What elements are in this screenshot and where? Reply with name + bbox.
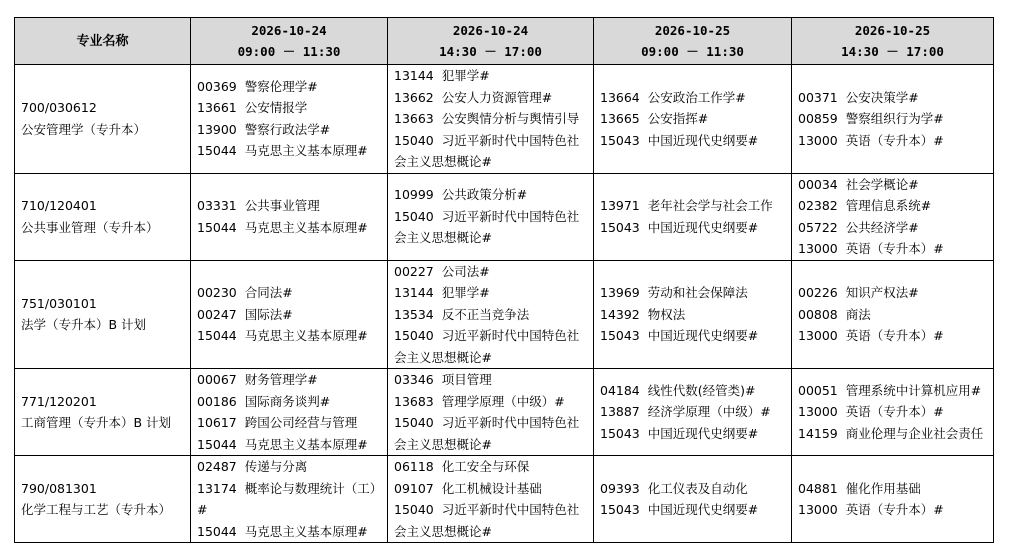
course-entry — [798, 423, 989, 445]
slot-cell — [594, 456, 792, 543]
course-entry — [394, 206, 589, 249]
course-code: 00067 — [197, 372, 237, 387]
course-name: 习近平新时代中国特色社会主义思想概论# — [394, 328, 580, 365]
slot-cell — [594, 260, 792, 369]
course-name: 化工安全与环保 — [441, 459, 530, 474]
course-code: 15043 — [600, 425, 640, 441]
course-entry — [798, 174, 989, 196]
course-code: 15044 — [197, 436, 237, 452]
slot-header-3 — [594, 18, 792, 65]
major-code: 700/030612 — [21, 100, 97, 116]
slot-date: 2026-10-25 — [854, 23, 931, 38]
course-name: 中国近现代史纲要# — [647, 328, 759, 343]
course-code: 13683 — [394, 393, 434, 409]
course-name: 国际法# — [244, 306, 293, 322]
course-entry — [600, 304, 787, 326]
course-name: 马克思主义基本原理# — [244, 143, 368, 159]
course-name: 社会学概论# — [845, 176, 919, 192]
course-entry — [197, 521, 383, 543]
course-code: 00371 — [798, 89, 838, 105]
course-entry — [798, 401, 989, 423]
course-entry — [394, 261, 589, 283]
course-name: 中国近现代史纲要# — [647, 502, 759, 517]
course-code: 00051 — [798, 382, 838, 398]
course-code: 09393 — [600, 480, 640, 496]
course-code: 13900 — [197, 121, 237, 137]
course-entry — [197, 434, 383, 456]
course-entry — [394, 184, 589, 206]
course-name: 老年社会学与社会工作 — [647, 198, 773, 213]
course-name: 警察行政法学# — [244, 121, 331, 137]
course-entry — [600, 130, 787, 152]
course-entry — [600, 380, 787, 402]
slot-date: 2026-10-24 — [452, 23, 529, 38]
course-entry — [600, 108, 787, 130]
course-name: 马克思主义基本原理# — [244, 436, 368, 452]
slot-cell — [594, 173, 792, 260]
course-entry — [394, 108, 589, 130]
major-code: 751/030101 — [21, 295, 97, 311]
course-entry — [798, 217, 989, 239]
table-row — [15, 369, 994, 456]
course-code: 00808 — [798, 306, 838, 322]
course-name: 习近平新时代中国特色社会主义思想概论# — [394, 415, 580, 452]
slot-cell — [594, 65, 792, 174]
course-entry — [394, 391, 589, 413]
course-entry — [197, 76, 383, 98]
course-entry — [600, 87, 787, 109]
course-name: 公安情报学 — [244, 100, 308, 116]
course-name: 英语（专升本）# — [845, 328, 944, 343]
course-entry — [394, 478, 589, 500]
course-name: 物权法 — [647, 306, 686, 322]
course-name: 马克思主义基本原理# — [244, 328, 368, 343]
course-entry — [394, 304, 589, 326]
course-code: 00369 — [197, 78, 237, 94]
course-code: 00226 — [798, 285, 838, 300]
major-name: 法学（专升本）B 计划 — [21, 317, 147, 333]
course-name: 习近平新时代中国特色社会主义思想概论# — [394, 208, 580, 246]
course-code: 15044 — [197, 328, 237, 343]
slot-cell — [191, 65, 388, 174]
slot-cell — [388, 369, 594, 456]
course-code: 13144 — [394, 68, 434, 83]
slot-cell — [792, 65, 994, 174]
course-code: 06118 — [394, 459, 434, 474]
course-name: 公司法# — [441, 263, 490, 279]
course-name: 公共经济学# — [845, 219, 919, 235]
course-entry — [197, 391, 383, 413]
course-code: 03331 — [197, 198, 237, 213]
slot-cell — [388, 173, 594, 260]
course-code: 15040 — [394, 132, 434, 148]
course-code: 15040 — [394, 208, 434, 224]
major-cell — [15, 456, 191, 543]
course-code: 13887 — [600, 404, 640, 420]
course-entry — [798, 195, 989, 217]
course-code: 13971 — [600, 198, 640, 213]
course-name: 化工机械设计基础 — [441, 480, 542, 496]
course-entry — [798, 304, 989, 326]
course-code: 13665 — [600, 111, 640, 126]
major-cell — [15, 173, 191, 260]
course-name: 公共事业管理 — [244, 198, 320, 213]
course-code: 15043 — [600, 219, 640, 235]
major-cell — [15, 369, 191, 456]
course-name: 管理系统中计算机应用# — [845, 382, 982, 398]
course-code: 04881 — [798, 480, 838, 496]
course-name: 公安舆情分析与舆情引导 — [441, 111, 580, 126]
course-name: 公共政策分析# — [441, 187, 528, 203]
course-code: 10617 — [197, 415, 237, 430]
course-name: 项目管理 — [441, 372, 492, 387]
course-entry — [798, 108, 989, 130]
course-name: 化工仪表及自动化 — [647, 480, 748, 496]
course-entry — [798, 478, 989, 500]
course-name: 财务管理学# — [244, 372, 318, 387]
course-entry — [197, 195, 383, 217]
course-entry — [798, 282, 989, 304]
course-name: 商法 — [845, 306, 871, 322]
major-code: 790/081301 — [21, 480, 97, 496]
course-name: 马克思主义基本原理# — [244, 523, 368, 539]
course-name: 国际商务谈判# — [244, 393, 331, 409]
course-code: 00034 — [798, 176, 838, 192]
course-code: 13174 — [197, 480, 237, 496]
course-name: 公安指挥# — [647, 111, 709, 126]
course-name: 商业伦理与企业社会责任 — [845, 425, 984, 441]
course-name: 经济学原理（中级）# — [647, 404, 771, 420]
slot-date: 2026-10-25 — [654, 23, 731, 38]
course-entry — [197, 369, 383, 391]
course-entry — [394, 325, 589, 368]
slot-time: 09:00 － 11:30 — [237, 44, 341, 59]
course-code: 13969 — [600, 285, 640, 300]
course-name: 中国近现代史纲要# — [647, 425, 759, 441]
course-code: 15043 — [600, 328, 640, 343]
course-entry — [600, 423, 787, 445]
course-entry — [394, 65, 589, 87]
course-entry — [197, 97, 383, 119]
course-name: 公安人力资源管理# — [441, 89, 553, 105]
course-code: 02487 — [197, 459, 237, 474]
course-code: 13000 — [798, 502, 838, 517]
course-name: 警察伦理学# — [244, 78, 318, 94]
course-code: 13000 — [798, 132, 838, 148]
course-code: 15044 — [197, 523, 237, 539]
slot-cell — [792, 456, 994, 543]
major-column-header: 专业名称 — [15, 18, 191, 65]
course-entry — [197, 217, 383, 239]
course-entry — [600, 195, 787, 217]
course-entry — [197, 412, 383, 434]
slot-cell — [388, 65, 594, 174]
slot-header-2 — [388, 18, 594, 65]
course-code: 03346 — [394, 372, 434, 387]
course-code: 14392 — [600, 306, 640, 322]
slot-cell — [792, 173, 994, 260]
course-entry — [798, 87, 989, 109]
course-entry — [798, 499, 989, 521]
course-name: 中国近现代史纲要# — [647, 219, 759, 235]
major-code: 771/120201 — [21, 393, 97, 409]
course-code: 13663 — [394, 111, 434, 126]
course-name: 跨国公司经营与管理 — [244, 415, 358, 430]
course-entry — [394, 456, 589, 478]
course-code: 10999 — [394, 187, 434, 203]
slot-header-4 — [792, 18, 994, 65]
course-name: 反不正当竞争法 — [441, 306, 530, 322]
slot-time: 09:00 － 11:30 — [641, 44, 744, 59]
course-code: 13000 — [798, 404, 838, 420]
course-code: 15044 — [197, 143, 237, 159]
course-code: 13664 — [600, 89, 640, 105]
course-code: 13534 — [394, 306, 434, 322]
course-code: 15044 — [197, 219, 237, 235]
course-code: 09107 — [394, 480, 434, 496]
course-code: 00186 — [197, 393, 237, 409]
course-name: 英语（专升本）# — [845, 241, 944, 256]
course-name: 管理学原理（中级）# — [441, 393, 565, 409]
course-name: 中国近现代史纲要# — [647, 132, 759, 148]
course-entry — [600, 217, 787, 239]
slot-cell — [388, 260, 594, 369]
slot-time: 14:30 － 17:00 — [439, 44, 542, 59]
course-entry — [394, 130, 589, 173]
course-name: 概率论与数理统计（工）# — [197, 480, 383, 517]
course-name: 知识产权法# — [845, 285, 919, 300]
slot-time: 14:30 － 17:00 — [841, 44, 944, 59]
course-entry — [197, 282, 383, 304]
course-entry — [394, 369, 589, 391]
course-name: 习近平新时代中国特色社会主义思想概论# — [394, 502, 580, 539]
course-name: 传递与分离 — [244, 459, 308, 474]
course-entry — [197, 325, 383, 347]
course-entry — [197, 478, 383, 521]
course-entry — [600, 282, 787, 304]
course-name: 犯罪学# — [441, 68, 490, 83]
slot-cell — [191, 369, 388, 456]
major-cell — [15, 260, 191, 369]
course-entry — [600, 325, 787, 347]
course-entry — [600, 401, 787, 423]
course-code: 00859 — [798, 111, 838, 126]
major-cell — [15, 65, 191, 174]
slot-cell — [792, 369, 994, 456]
course-code: 13000 — [798, 241, 838, 256]
slot-cell — [191, 260, 388, 369]
course-code: 00230 — [197, 285, 237, 300]
table-row — [15, 173, 994, 260]
slot-cell — [191, 173, 388, 260]
major-name: 公安管理学（专升本） — [21, 121, 147, 137]
course-name: 合同法# — [244, 285, 293, 300]
course-name: 公安决策学# — [845, 89, 919, 105]
course-entry — [798, 130, 989, 152]
major-name: 公共事业管理（专升本） — [21, 219, 159, 235]
course-name: 习近平新时代中国特色社会主义思想概论# — [394, 132, 580, 169]
exam-schedule-table — [14, 17, 994, 543]
course-name: 英语（专升本）# — [845, 132, 944, 148]
course-name: 催化作用基础 — [845, 480, 921, 496]
header-row — [15, 18, 994, 65]
slot-cell — [594, 369, 792, 456]
slot-date: 2026-10-24 — [251, 23, 327, 38]
course-code: 00227 — [394, 263, 434, 279]
course-entry — [798, 325, 989, 347]
table-row — [15, 260, 994, 369]
course-code: 13000 — [798, 328, 838, 343]
course-code: 13662 — [394, 89, 434, 105]
course-code: 15040 — [394, 328, 434, 343]
course-entry — [197, 456, 383, 478]
course-code: 13661 — [197, 100, 237, 116]
course-code: 05722 — [798, 219, 838, 235]
slot-header-1 — [191, 18, 388, 65]
course-code: 02382 — [798, 198, 838, 213]
course-name: 劳动和社会保障法 — [647, 285, 748, 300]
slot-cell — [191, 456, 388, 543]
course-entry — [394, 499, 589, 542]
course-entry — [600, 478, 787, 500]
course-name: 线性代数(经管类)# — [647, 382, 756, 398]
course-code: 14159 — [798, 425, 838, 441]
course-entry — [798, 238, 989, 260]
course-name: 英语（专升本）# — [845, 404, 944, 420]
course-entry — [394, 412, 589, 455]
course-entry — [394, 87, 589, 109]
course-name: 警察组织行为学# — [845, 111, 944, 126]
course-code: 15043 — [600, 132, 640, 148]
course-name: 公安政治工作学# — [647, 89, 746, 105]
major-code: 710/120401 — [21, 198, 97, 213]
table-row — [15, 456, 994, 543]
major-name: 工商管理（专升本）B 计划 — [21, 415, 172, 430]
course-entry — [394, 282, 589, 304]
course-name: 英语（专升本）# — [845, 502, 944, 517]
table-row — [15, 65, 994, 174]
course-entry — [197, 304, 383, 326]
course-entry — [197, 119, 383, 141]
course-code: 13144 — [394, 285, 434, 300]
course-name: 管理信息系统# — [845, 198, 932, 213]
course-code: 15043 — [600, 502, 640, 517]
course-entry — [600, 499, 787, 521]
course-entry — [197, 140, 383, 162]
course-name: 犯罪学# — [441, 285, 490, 300]
course-entry — [798, 380, 989, 402]
major-name: 化学工程与工艺（专升本） — [21, 502, 172, 517]
course-name: 马克思主义基本原理# — [244, 219, 368, 235]
course-code: 04184 — [600, 382, 640, 398]
slot-cell — [792, 260, 994, 369]
slot-cell — [388, 456, 594, 543]
course-code: 15040 — [394, 415, 434, 430]
course-code: 00247 — [197, 306, 237, 322]
course-code: 15040 — [394, 502, 434, 517]
schedule-body — [15, 65, 994, 543]
